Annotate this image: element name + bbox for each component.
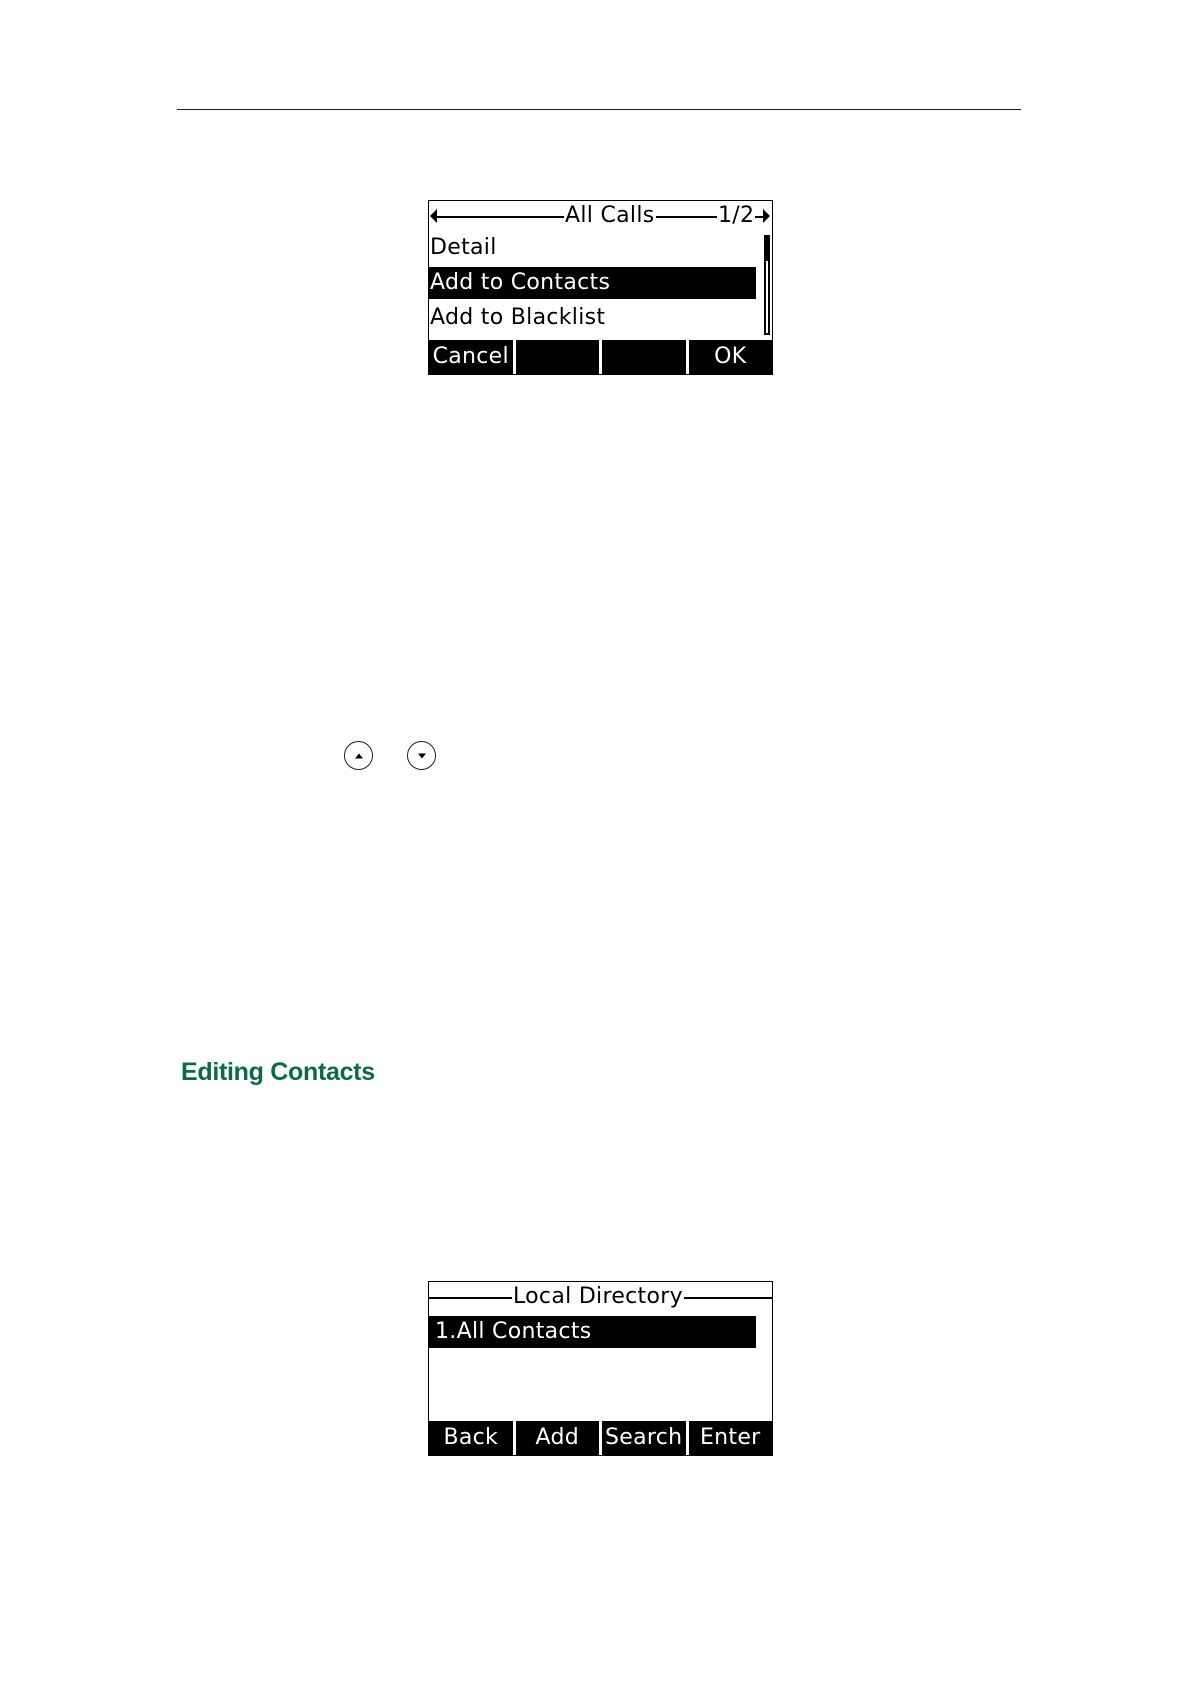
header-rule xyxy=(177,109,1021,110)
screen-title-bar xyxy=(429,201,772,231)
left-arrow-icon xyxy=(430,209,437,223)
softkey-back[interactable]: Back xyxy=(443,1425,499,1450)
screen-title: All Calls xyxy=(565,203,655,228)
softkey-bar xyxy=(429,340,772,374)
softkey-enter[interactable]: Enter xyxy=(686,1421,773,1455)
softkey-ok[interactable]: OK xyxy=(686,340,773,374)
page-indicator: 1/2 xyxy=(718,203,755,228)
phone-screen-local-directory xyxy=(428,1281,773,1456)
menu-item-add-to-blacklist[interactable]: Add to Blacklist xyxy=(430,305,606,330)
softkey-cancel[interactable]: Cancel xyxy=(432,344,509,369)
softkey-empty-3 xyxy=(599,340,686,374)
phone-screen-all-calls xyxy=(428,200,773,375)
menu-item-detail[interactable]: Detail xyxy=(430,235,497,260)
scroll-thumb[interactable] xyxy=(766,237,768,261)
up-arrow-icon xyxy=(355,753,363,758)
softkey-add[interactable]: Add xyxy=(513,1421,600,1455)
section-heading: Editing Contacts xyxy=(181,1058,375,1086)
softkey-bar xyxy=(429,1421,772,1455)
screen-title: Local Directory xyxy=(513,1284,683,1309)
down-navigation-key-icon xyxy=(407,741,436,770)
menu-item-all-contacts[interactable]: 1.All Contacts xyxy=(429,1316,756,1348)
menu-item-add-to-contacts[interactable]: Add to Contacts xyxy=(429,267,756,299)
softkey-search[interactable]: Search xyxy=(599,1421,686,1455)
screen-title-bar xyxy=(429,1282,772,1312)
up-navigation-key-icon xyxy=(344,741,373,770)
right-arrow-icon xyxy=(763,209,770,223)
scrollbar[interactable] xyxy=(764,235,770,335)
softkey-empty-2 xyxy=(513,340,600,374)
down-arrow-icon xyxy=(418,753,426,758)
